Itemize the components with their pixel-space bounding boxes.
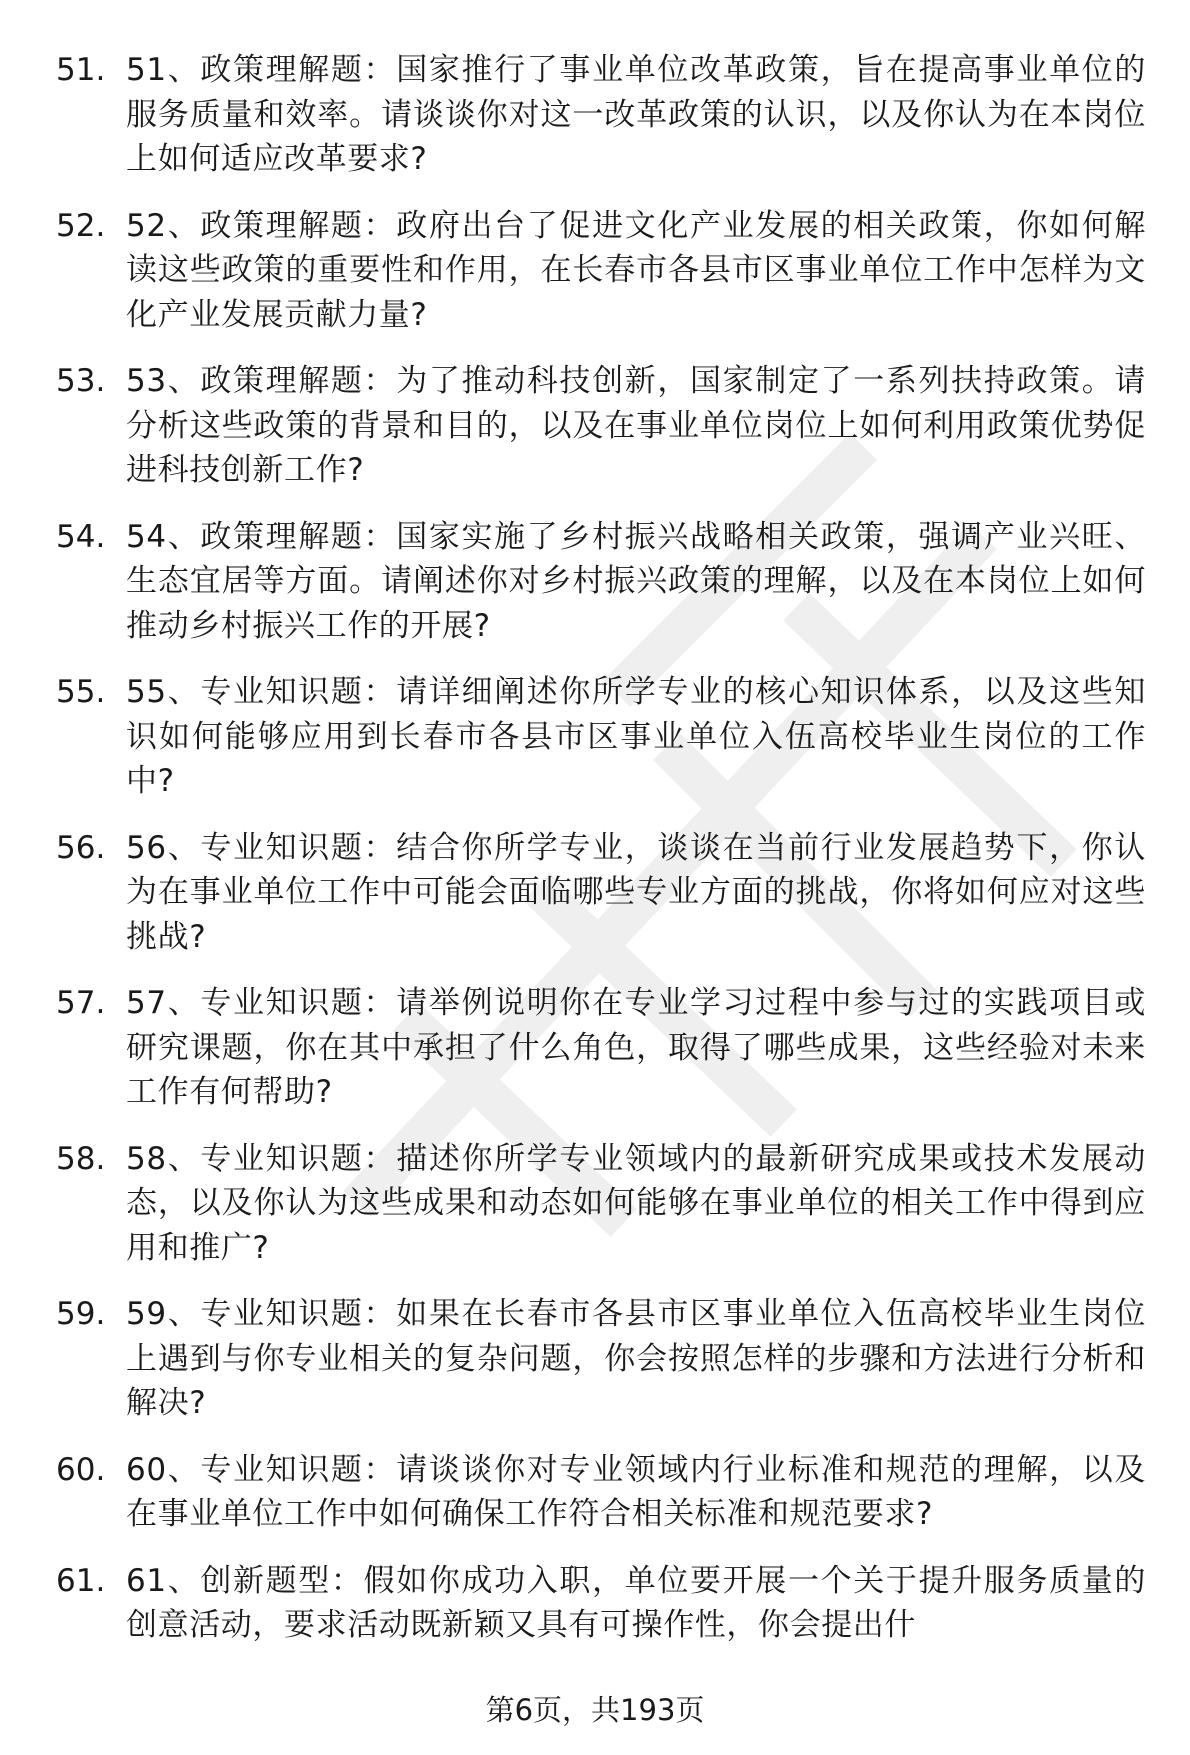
question-text: 57、专业知识题：请举例说明你在专业学习过程中参与过的实践项目或研究课题，你在其中承担了什么角色，取得了哪些成果，这些经验对未来工作有何帮助?: [126, 985, 1146, 1110]
question-text: 54、政策理解题：国家实施了乡村振兴战略相关政策，强调产业兴旺、生态宜居等方面。请阐述你对乡村振兴政策的理解，以及在本岗位上如何推动乡村振兴工作的开展?: [126, 518, 1146, 644]
question-number: 58.: [56, 1140, 106, 1177]
question-item: [56, 515, 1146, 649]
question-item: [56, 826, 1146, 960]
question-item: [56, 1137, 1146, 1271]
question-item: [56, 1559, 1146, 1648]
question-number: 60.: [56, 1451, 106, 1488]
question-list: [56, 48, 1146, 1670]
question-text: 51、政策理解题：国家推行了事业单位改革政策，旨在提高事业单位的服务质量和效率。请谈谈你对这一改革政策的认识，以及你认为在本岗位上如何适应改革要求?: [126, 52, 1146, 177]
question-text: 60、专业知识题：请谈谈你对专业领域内行业标准和规范的理解，以及在事业单位工作中如何确保工作符合相关标准和规范要求?: [126, 1451, 1146, 1532]
question-text: 55、专业知识题：请详细阐述你所学专业的核心知识体系，以及这些知识如何能够应用到长春市各县市区事业单位入伍高校毕业生岗位的工作中?: [126, 674, 1146, 799]
question-item: [56, 981, 1146, 1115]
question-text: 53、政策理解题：为了推动科技创新，国家制定了一系列扶持政策。请分析这些政策的背景和目的，以及在事业单位岗位上如何利用政策优势促进科技创新工作?: [126, 363, 1146, 488]
question-text: 61、创新题型：假如你成功入职，单位要开展一个关于提升服务质量的创意活动，要求活动既新颖又具有可操作性，你会提出什: [126, 1562, 1146, 1643]
question-number: 59.: [56, 1296, 106, 1332]
question-item: [56, 204, 1146, 338]
question-item: [56, 670, 1146, 804]
question-number: 51.: [56, 52, 106, 88]
page-number-label: 第6页，共193页: [485, 1693, 705, 1727]
question-item: [56, 1448, 1146, 1537]
question-item: [56, 1292, 1146, 1426]
question-number: 52.: [56, 207, 106, 244]
question-text: 56、专业知识题：结合你所学专业，谈谈在当前行业发展趋势下，你认为在事业单位工作中可能会面临哪些专业方面的挑战，你将如何应对这些挑战?: [126, 829, 1146, 955]
question-number: 53.: [56, 363, 106, 399]
question-number: 55.: [56, 674, 106, 710]
question-number: 61.: [56, 1562, 106, 1599]
question-text: 59、专业知识题：如果在长春市各县市区事业单位入伍高校毕业生岗位上遇到与你专业相关的复杂问题，你会按照怎样的步骤和方法进行分析和解决?: [126, 1296, 1146, 1421]
question-number: 54.: [56, 518, 106, 555]
page-footer: [0, 1690, 1190, 1730]
question-item: [56, 48, 1146, 182]
question-item: [56, 359, 1146, 493]
question-text: 58、专业知识题：描述你所学专业领域内的最新研究成果或技术发展动态，以及你认为这些成果和动态如何能够在事业单位的相关工作中得到应用和推广?: [126, 1140, 1146, 1266]
question-number: 57.: [56, 985, 106, 1021]
question-number: 56.: [56, 829, 106, 866]
question-text: 52、政策理解题：政府出台了促进文化产业发展的相关政策，你如何解读这些政策的重要性和作用，在长春市各县市区事业单位工作中怎样为文化产业发展贡献力量?: [126, 207, 1146, 333]
